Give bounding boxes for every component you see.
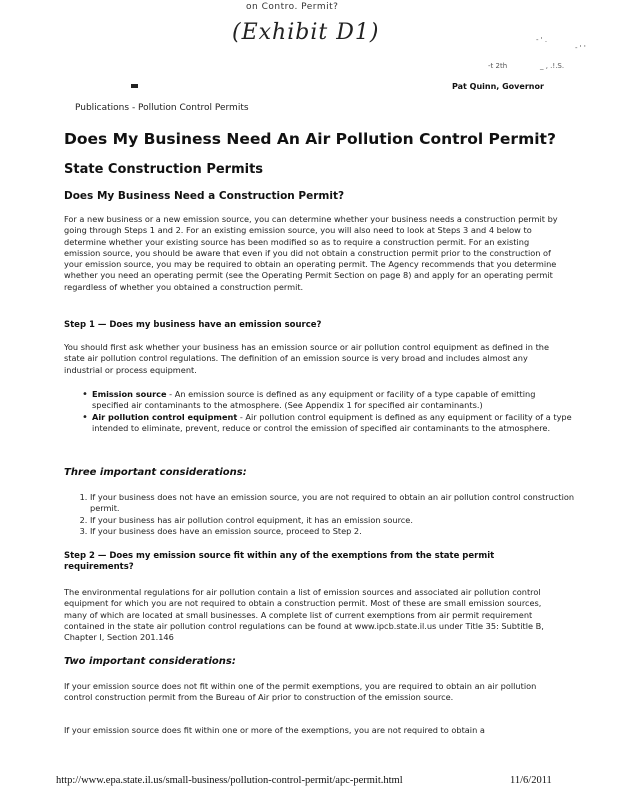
list-item: • Emission source - An emission source is defined as any equipment or facility of a type capable of emitting specified air contaminants to the atmosphere. (See Appendix 1 for specified air contaminants.) <box>92 389 572 412</box>
scan-artifact: - ' . <box>536 36 548 44</box>
list-item: 1. If your business does not have an emission source, you are not required to obtain an air pollution control construction permit. <box>90 492 580 515</box>
step2-heading: Step 2 — Does my emission source fit within any of the exemptions from the state permit requirements? <box>64 551 495 572</box>
breadcrumb[interactable]: Publications - Pollution Control Permits <box>75 103 249 113</box>
sub-title: Does My Business Need a Construction Permit? <box>64 190 345 202</box>
footer-url[interactable]: http://www.epa.state.il.us/small-business/pollution-control-permit/apc-permit.html <box>56 775 403 786</box>
three-considerations-heading: Three important considerations: <box>64 467 247 478</box>
list-item: 3. If your business does have an emission source, proceed to Step 2. <box>90 526 580 537</box>
definitions-list <box>80 389 572 434</box>
two-considerations-heading: Two important considerations: <box>64 656 236 667</box>
considerations-paragraph-1: If your emission source does not fit within one of the permit exemptions, you are required to obtain an air pollution control construction permit from the Bureau of Air prior to construction of the emission source. <box>64 681 537 703</box>
governor-name: Pat Quinn, Governor <box>452 82 544 91</box>
agency-logo-mark <box>131 84 138 88</box>
footer-date: 11/6/2011 <box>510 775 552 786</box>
step1-heading: Step 1 — Does my business have an emission source? <box>64 320 322 330</box>
intro-paragraph: For a new business or a new emission source, you can determine whether your business needs a construction permit by going through Steps 1 and 2. For an existing emission source, you will also need to look at Steps 3 and 4 below to determine whether your existing source has been modified so as to require a construction permit. For an existing emission source, you should be aware that even if you did not obtain a construction permit prior to the construction of your emission source, you may be required to obtain an operating permit. The Agency recommends that you determine whether you need an operating permit (see the Operating Permit Section on page 8) and apply for an operating permit regardless of whether you obtained a construction permit. <box>64 214 558 292</box>
truncated-page-title: on Contro. Permit? <box>246 2 339 12</box>
exhibit-handwritten-label: (Exhibit D1) <box>232 20 380 45</box>
list-item: 2. If your business has air pollution control equipment, it has an emission source. <box>90 515 580 526</box>
considerations-paragraph-2: If your emission source does fit within one or more of the exemptions, you are not required to obtain a <box>64 725 485 735</box>
three-considerations-list <box>70 492 580 537</box>
step1-paragraph: You should first ask whether your business has an emission source or air pollution control equipment as defined in the state air pollution control regulations. The definition of an emission source is very broad and includes almost any industrial or process equipment. <box>64 342 550 375</box>
scan-artifact: -t 2th <box>488 62 508 70</box>
list-item: • Air pollution control equipment - Air pollution control equipment is defined as any equipment or facility of a type intended to eliminate, prevent, reduce or control the emission of specified air contaminants to the atmosphere. <box>92 412 572 435</box>
section-title: State Construction Permits <box>64 162 264 177</box>
page-title: Does My Business Need An Air Pollution Control Permit? <box>64 130 556 148</box>
step2-paragraph: The environmental regulations for air pollution contain a list of emission sources and associated air pollution control equipment for which you are not required to obtain a construction permit. Most of these are small emission sources, many of which are located at small businesses. A complete list of current exemptions from air permit requirement contained in the state air pollution control regulations can be found at www.ipcb.state.il.us under Title 35: Subtitle B, Chapter I, Section 201.146 <box>64 587 544 643</box>
scan-artifact: _ , .!.S. <box>540 62 565 70</box>
scan-artifact: - ' ' <box>575 44 586 52</box>
